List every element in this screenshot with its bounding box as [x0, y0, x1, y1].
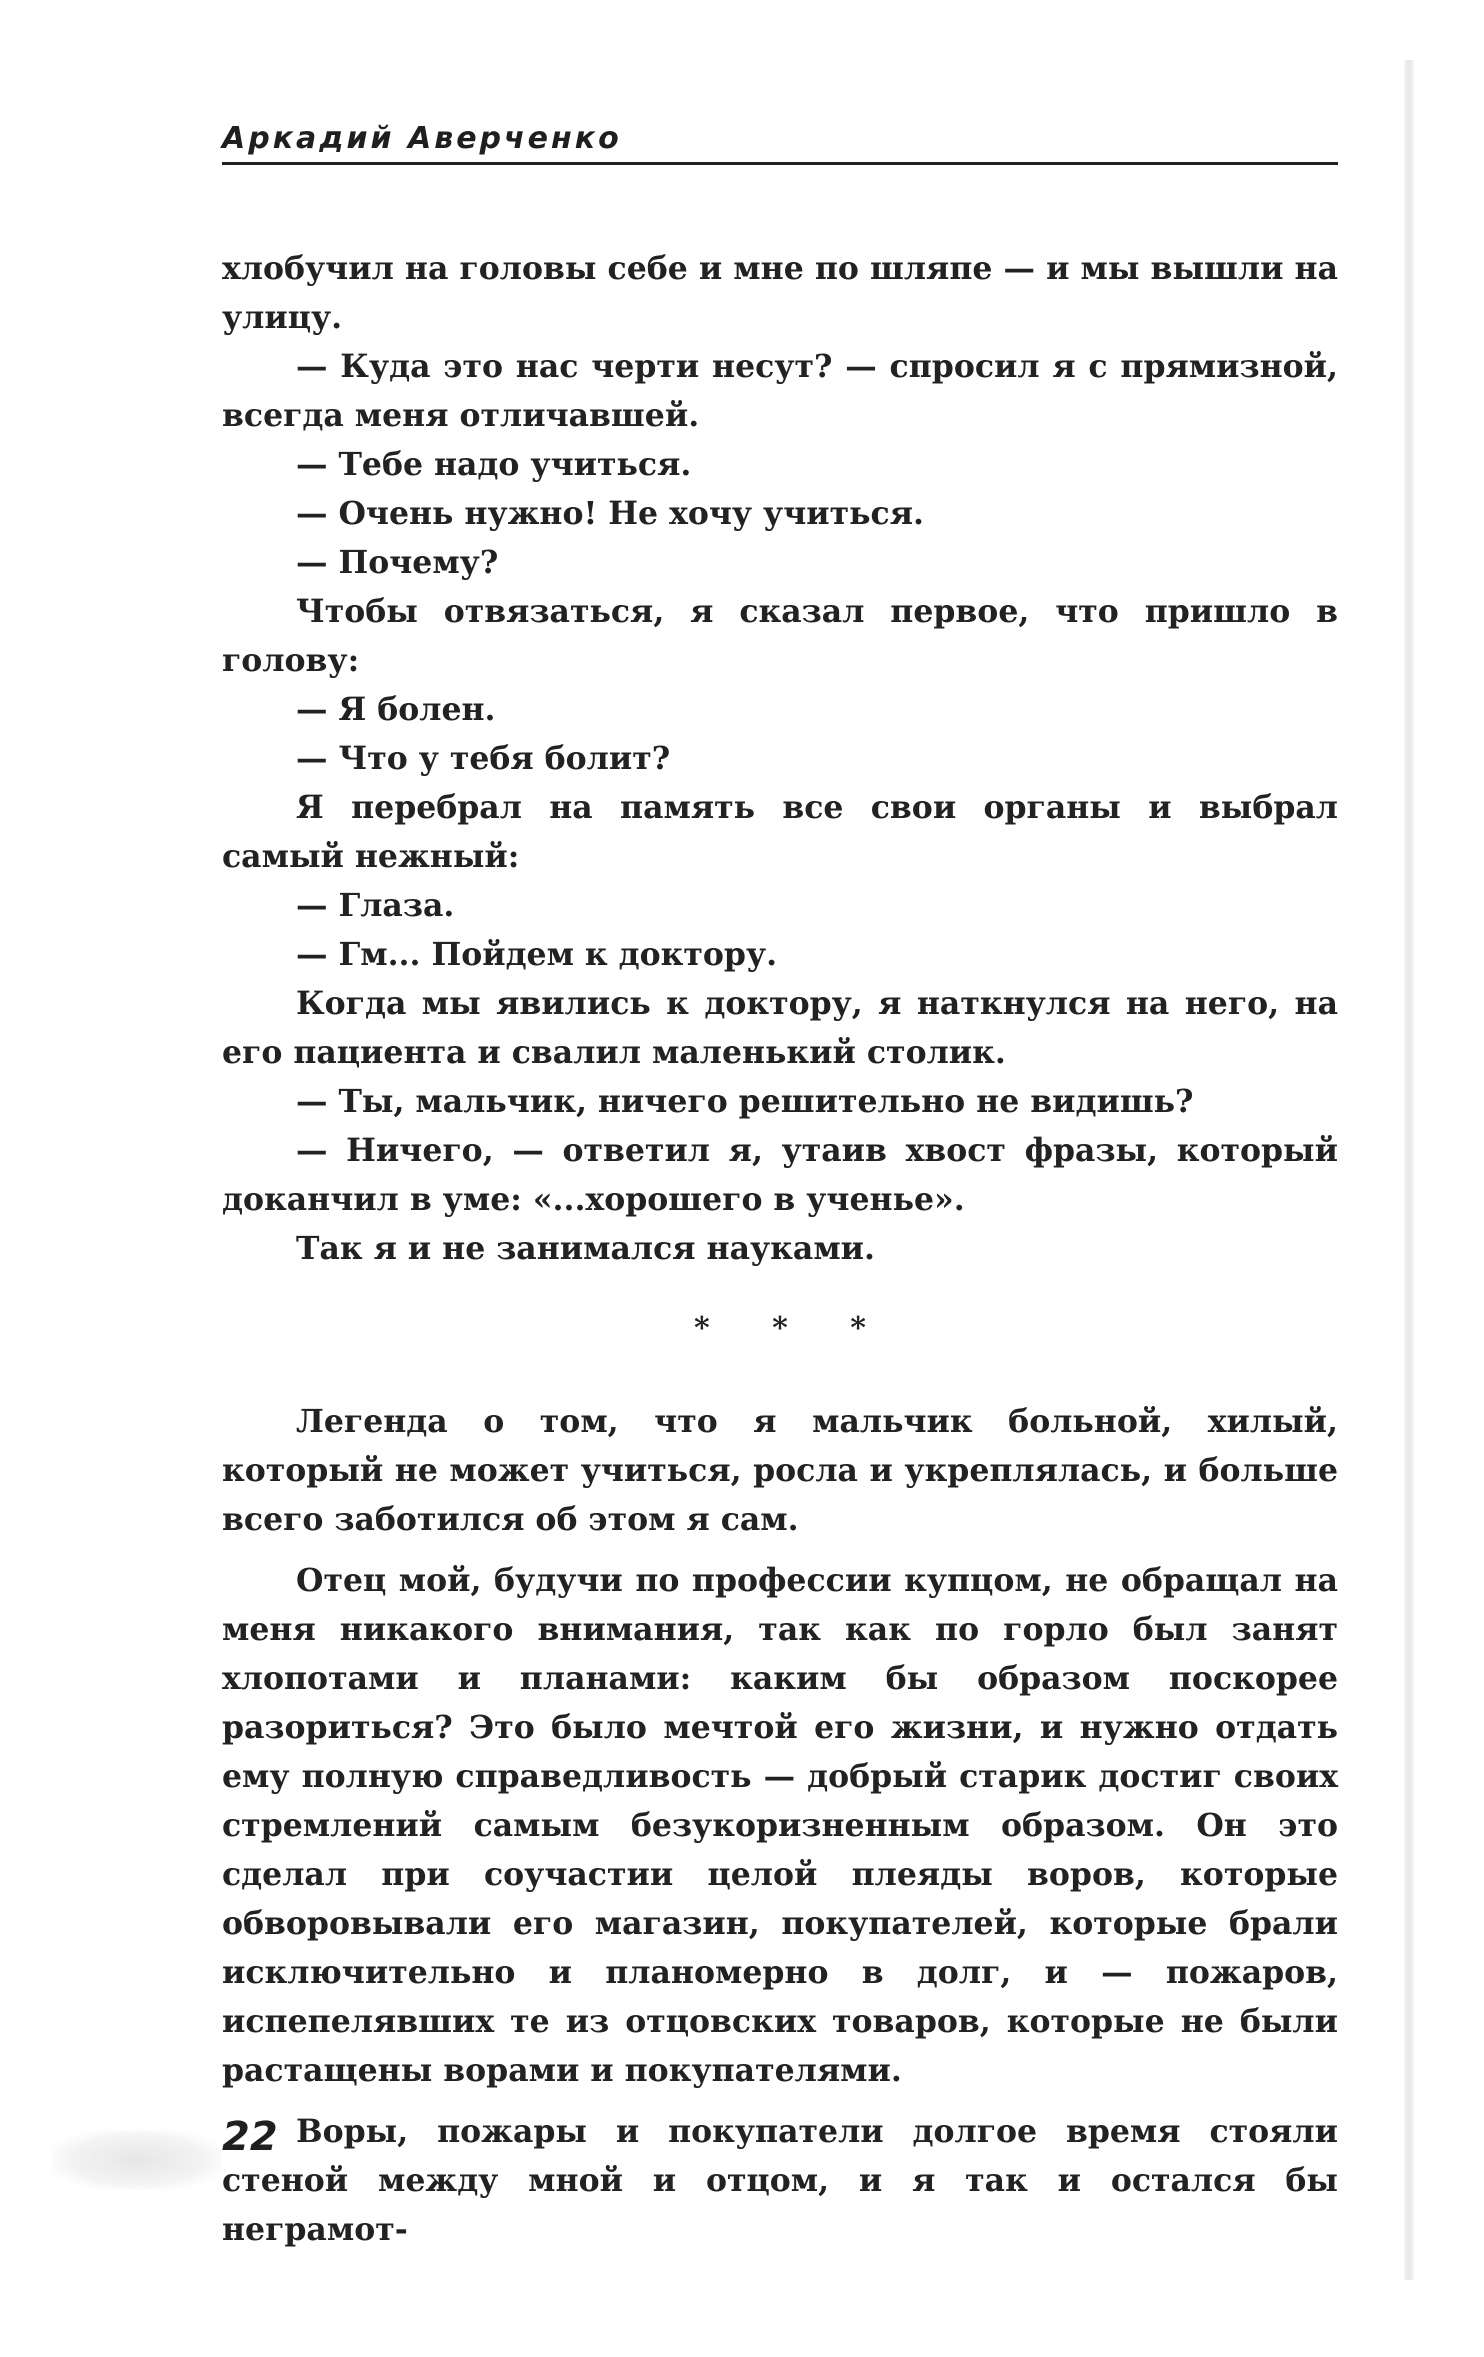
section-separator: * * * — [694, 1311, 892, 1346]
paragraph: Легенда о том, что я мальчик больной, хилый, который не может учиться, росла и укреплялась, и больше всего заботился об этом я сам. — [222, 1403, 1338, 1538]
paragraph-group-1 — [222, 244, 1338, 1273]
paragraph: — Куда это нас черти несут? — спросил я с прямизной, всегда меня отличавшей. — [222, 348, 1338, 434]
paragraph: — Ничего, — ответил я, утаив хвост фразы, который доканчил в уме: «...хорошего в ученье». — [222, 1132, 1338, 1218]
page-edge-shadow — [1404, 60, 1414, 2280]
paragraph: Воры, пожары и покупатели долгое время стояли стеной между мной и отцом, и я так и остался бы неграмот- — [222, 2113, 1338, 2248]
page-number: 22 — [222, 2114, 278, 2160]
paragraph: — Тебе надо учиться. — [296, 446, 692, 483]
running-header — [222, 118, 1338, 165]
paragraph: хлобучил на головы себе и мне по шляпе — и мы вышли на улицу. — [222, 250, 1338, 336]
paragraph: — Что у тебя болит? — [296, 740, 671, 777]
paragraph: — Я болен. — [296, 691, 496, 728]
paragraph: — Глаза. — [296, 887, 455, 924]
paragraph: Так я и не занимался науками. — [296, 1230, 876, 1267]
running-header-title: Аркадий Аверченко — [222, 121, 622, 156]
paragraph: — Очень нужно! Не хочу учиться. — [296, 495, 924, 532]
page-body — [222, 244, 1338, 2254]
paragraph: — Ты, мальчик, ничего решительно не видишь? — [296, 1083, 1194, 1120]
paragraph-group-2 — [222, 1397, 1338, 2254]
scan-smudge — [52, 2130, 222, 2190]
paragraph: — Гм... Пойдем к доктору. — [296, 936, 778, 973]
paragraph: Я перебрал на память все свои органы и выбрал самый нежный: — [222, 789, 1338, 875]
paragraph: Чтобы отвязаться, я сказал первое, что пришло в голову: — [222, 593, 1338, 679]
paragraph: — Почему? — [296, 544, 499, 581]
paragraph: Когда мы явились к доктору, я наткнулся на него, на его пациента и свалил маленький столик. — [222, 985, 1338, 1071]
paragraph: Отец мой, будучи по профессии купцом, не обращал на меня никакого внимания, так как по горло был занят хлопотами и планами: каким бы образом поскорее разориться? Это было мечтой его жизни, и нужно отдать ему полную справедливость — добрый старик достиг своих стремлений самым безукоризненным образом. Он это сделал при соучастии целой плеяды воров, которые обворовывали его магазин, покупателей, которые брали исключительно и планомерно в долг, и — пожаров, испепелявших те из отцовских товаров, которые не были растащены ворами и покупателями. — [222, 1562, 1338, 2089]
